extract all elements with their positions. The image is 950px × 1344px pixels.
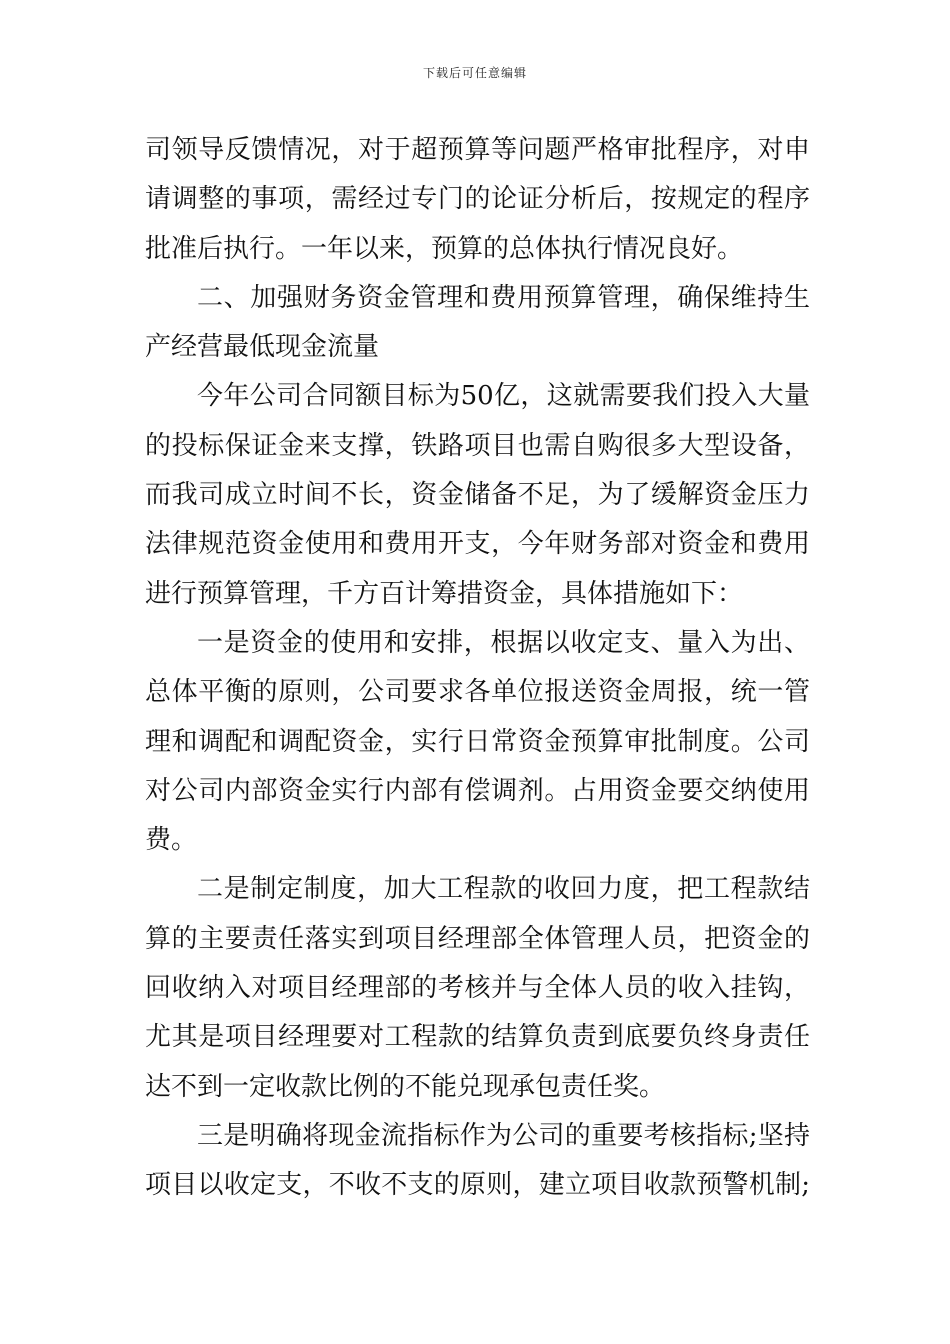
- text-line: 而我司成立时间不长，资金储备不足，为了缓解资金压力: [145, 480, 810, 511]
- text-line: 三是明确将现金流指标作为公司的重要考核指标;坚持: [197, 1120, 810, 1151]
- text-line: 尤其是项目经理要对工程款的结算负责到底要负终身责任: [145, 1022, 810, 1053]
- page-header: 下载后可任意编辑: [422, 66, 527, 80]
- text-line: 一是资金的使用和安排，根据以收定支、量入为出、: [197, 627, 810, 658]
- text-line: 费。: [145, 825, 198, 856]
- section-heading-line: 产经营最低现金流量: [145, 332, 380, 363]
- text-line: 算的主要责任落实到项目经理部全体管理人员，把资金的: [145, 923, 810, 954]
- text-line: 对公司内部资金实行内部有偿调剂。占用资金要交纳使用: [145, 775, 810, 806]
- text-line: 达不到一定收款比例的不能兑现承包责任奖。: [145, 1071, 666, 1102]
- section-heading-line: 二、加强财务资金管理和费用预算管理，确保维持生: [197, 282, 810, 313]
- text-line: 二是制定制度，加大工程款的收回力度，把工程款结: [197, 874, 810, 905]
- text-line: 回收纳入对项目经理部的考核并与全体人员的收入挂钩，: [145, 973, 810, 1004]
- text-line: 今年公司合同额目标为50亿，这就需要我们投入大量: [197, 381, 810, 412]
- text-line: 的投标保证金来支撑，铁路项目也需自购很多大型设备，: [145, 430, 810, 461]
- text-line: 请调整的事项，需经过专门的论证分析后，按规定的程序: [145, 184, 810, 215]
- text-line: 法律规范资金使用和费用开支，今年财务部对资金和费用: [145, 529, 810, 560]
- text-line: 总体平衡的原则，公司要求各单位报送资金周报，统一管: [145, 677, 810, 708]
- text-line: 进行预算管理，千方百计筹措资金，具体措施如下：: [145, 578, 744, 609]
- text-line: 批准后执行。一年以来，预算的总体执行情况良好。: [145, 233, 744, 264]
- text-line: 项目以收定支，不收不支的原则，建立项目收款预警机制;: [145, 1170, 810, 1201]
- text-line: 司领导反馈情况，对于超预算等问题严格审批程序，对申: [145, 135, 810, 165]
- text-line: 理和调配和调配资金，实行日常资金预算审批制度。公司: [145, 726, 810, 757]
- document-body: [145, 126, 810, 1211]
